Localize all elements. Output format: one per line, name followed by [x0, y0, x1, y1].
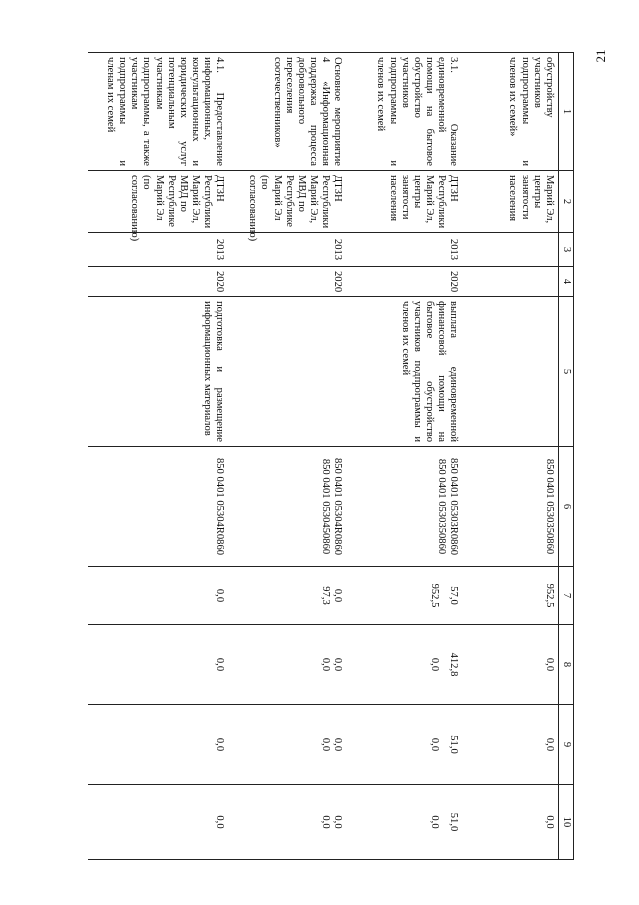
row-description: подготовка и размещение информационных материалов	[89, 297, 229, 447]
row-end-year: 2020	[89, 267, 229, 297]
row-value-7	[89, 567, 229, 625]
value-line: 51,0	[448, 812, 460, 832]
value-line: 0,0	[429, 815, 441, 829]
col-header-7: 7	[559, 567, 574, 625]
value-line: 0,0	[320, 657, 332, 672]
value-line: 0,0	[214, 737, 226, 752]
value-line: 0,0	[332, 737, 344, 752]
row-budget-code	[347, 447, 463, 567]
row-end-year: 2020	[347, 267, 463, 297]
row-executor: ДТЗН Республики Марий Эл, центры занятости населения	[347, 171, 463, 233]
row-description	[463, 297, 559, 447]
budget-code-line: 850 0401 05303R0860	[448, 457, 460, 556]
row-budget-code	[229, 447, 347, 567]
row-start-year: 2013	[229, 233, 347, 267]
row-value-10	[89, 785, 229, 860]
row-event-name: обустройству участников подпрограммы и членов их семей»	[463, 53, 559, 171]
budget-code-line: 850 0401 05304R0860	[332, 457, 344, 556]
table-row	[229, 53, 347, 860]
row-value-10	[229, 785, 347, 860]
col-header-10: 10	[559, 785, 574, 860]
row-event-name: 4.1. Предоставление информационных, консультационных и юридических услуг потенциальным участникам подпрограммы, а также участникам подпрограммы и членам их семей	[89, 53, 229, 171]
row-budget-code	[89, 447, 229, 567]
row-event-name: 3.1. Оказание единовременной помощи на бытовое обустройство участников подпрограммы и членов их семей	[347, 53, 463, 171]
row-start-year: 2013	[347, 233, 463, 267]
row-executor: ДТЗН Республики Марий Эл, МВД по Республике Марий Эл (по согласованию)	[89, 171, 229, 233]
row-event-name: Основное мероприятие 4 «Информационная поддержка процесса добровольного переселения соотечественников»	[229, 53, 347, 171]
column-number-row	[559, 53, 574, 860]
value-line: 0,0	[429, 657, 441, 672]
row-value-10	[347, 785, 463, 860]
col-header-1: 1	[559, 53, 574, 171]
row-budget-code	[463, 447, 559, 567]
value-line: 0,0	[214, 588, 226, 603]
budget-code-line: 850 0401 0530450860	[320, 458, 332, 555]
row-value-7	[347, 567, 463, 625]
row-value-8	[89, 625, 229, 705]
row-start-year	[463, 233, 559, 267]
value-line: 97,3	[320, 586, 332, 605]
row-executor: ДТЗН Республики Марий Эл, МВД по Республике Марий Эл (по согласованию)	[229, 171, 347, 233]
col-header-5: 5	[559, 297, 574, 447]
value-line: 0,0	[214, 815, 226, 829]
row-value-8	[347, 625, 463, 705]
table-row	[463, 53, 559, 860]
value-line: 952,5	[429, 583, 441, 608]
row-value-9	[229, 705, 347, 785]
col-header-2: 2	[559, 171, 574, 233]
row-end-year: 2020	[229, 267, 347, 297]
row-value-8	[229, 625, 347, 705]
value-line: 0,0	[544, 657, 555, 672]
col-header-9: 9	[559, 705, 574, 785]
program-table	[89, 52, 575, 860]
value-line: 57,0	[448, 586, 460, 605]
col-header-8: 8	[559, 625, 574, 705]
col-header-6: 6	[559, 447, 574, 567]
rotated-page-content	[104, 0, 596, 905]
budget-code-line: 850 0401 0530350860	[436, 458, 448, 555]
row-start-year: 2013	[89, 233, 229, 267]
budget-code-line: 850 0401 0530350860	[544, 458, 555, 555]
value-line: 0,0	[544, 737, 555, 752]
row-description: выплата единовременной финансовой помощи на бытовое обустройство участников подпрограммы и членов их семей	[347, 297, 463, 447]
value-line: 952,5	[544, 583, 555, 608]
row-value-9	[347, 705, 463, 785]
table-row	[89, 53, 229, 860]
row-value-7	[463, 567, 559, 625]
value-line: 0,0	[214, 657, 226, 672]
value-line: 0,0	[544, 815, 555, 829]
row-value-10	[463, 785, 559, 860]
table-row	[347, 53, 463, 860]
row-end-year	[463, 267, 559, 297]
budget-code-line: 850 0401 05304R0860	[214, 457, 226, 556]
row-executor: Марий Эл, центры занятости населения	[463, 171, 559, 233]
value-line: 412,8	[448, 652, 460, 677]
row-value-8	[463, 625, 559, 705]
col-header-3: 3	[559, 233, 574, 267]
row-value-9	[89, 705, 229, 785]
row-value-7	[229, 567, 347, 625]
row-value-9	[463, 705, 559, 785]
value-line: 0,0	[332, 588, 344, 603]
value-line: 0,0	[429, 737, 441, 752]
value-line: 51,0	[448, 735, 460, 754]
row-description	[229, 297, 347, 447]
value-line: 0,0	[320, 737, 332, 752]
value-line: 0,0	[320, 815, 332, 829]
col-header-4: 4	[559, 267, 574, 297]
value-line: 0,0	[332, 815, 344, 829]
value-line: 0,0	[332, 657, 344, 672]
page-number: 21	[593, 49, 608, 63]
